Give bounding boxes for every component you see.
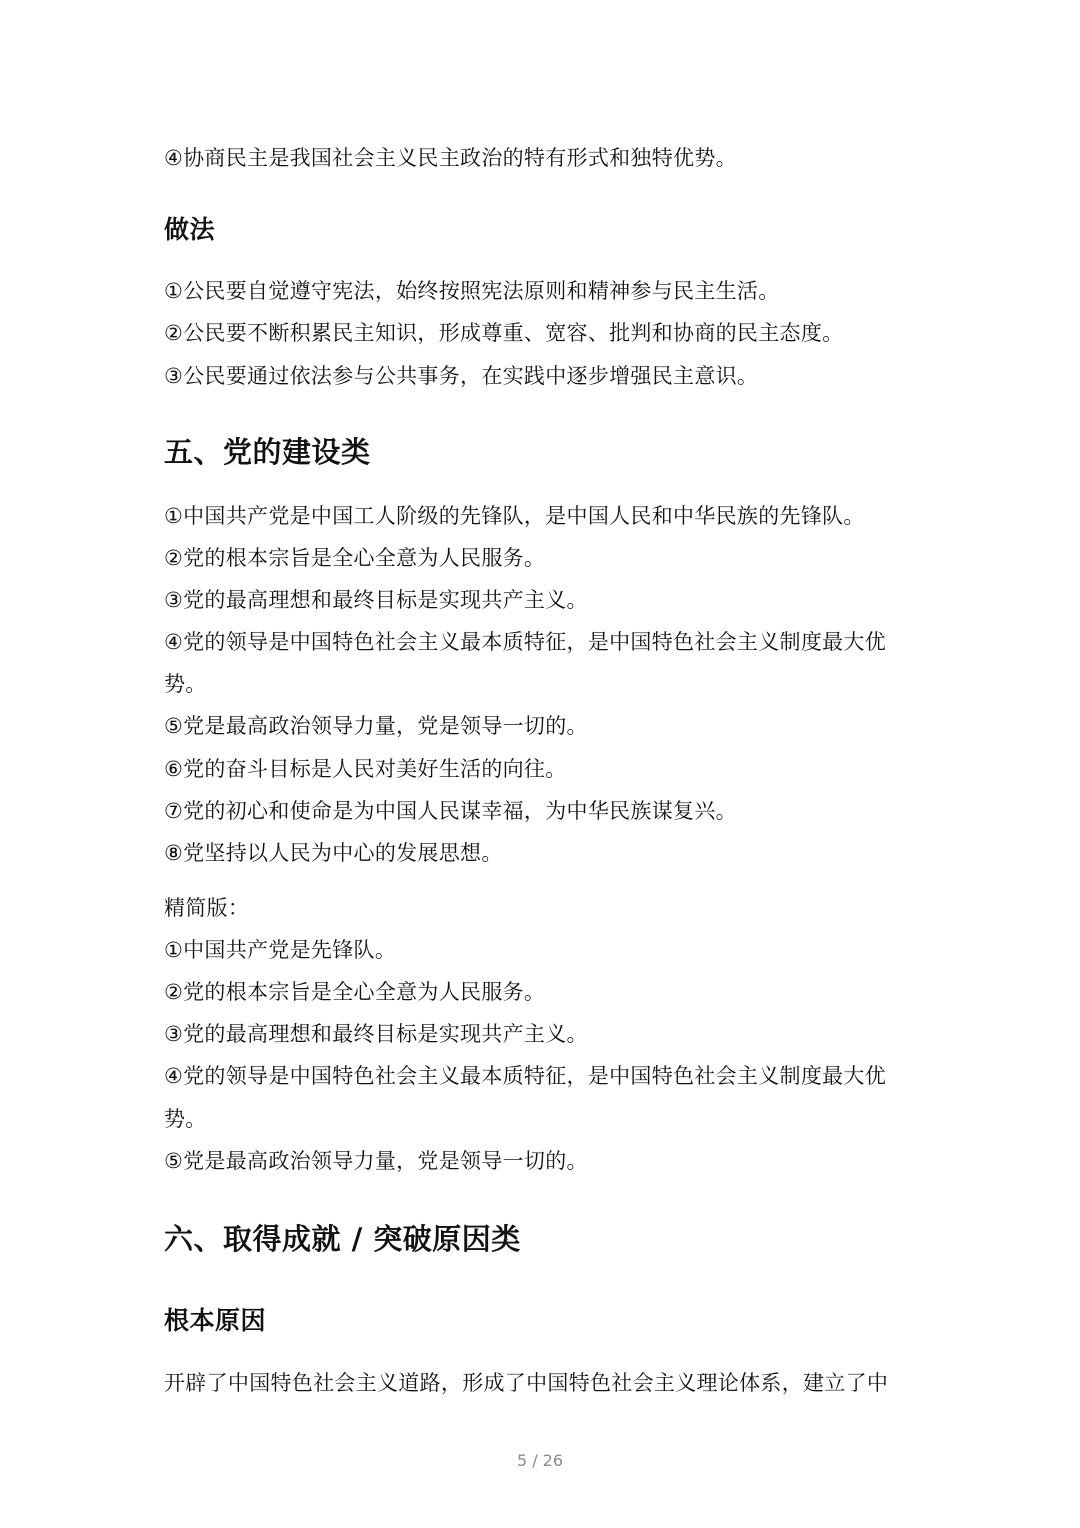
- summary-label: 精简版：: [164, 896, 250, 920]
- party-item-4: ④党的领导是中国特色社会主义最本质特征，是中国特色社会主义制度最大优: [164, 630, 887, 654]
- practice-item-1: ①公民要自觉遵守宪法，始终按照宪法原则和精神参与民主生活。: [164, 279, 780, 303]
- section-6-heading: 六、取得成就 / 突破原因类: [164, 1222, 521, 1256]
- party-item-2: ②党的根本宗旨是全心全意为人民服务。: [164, 546, 546, 570]
- party-item-1: ①中国共产党是中国工人阶级的先锋队，是中国人民和中华民族的先锋队。: [164, 504, 865, 528]
- summary-item-4-continued: 势。: [164, 1107, 207, 1131]
- page-number: 5 / 26: [516, 1451, 564, 1470]
- summary-item-4: ④党的领导是中国特色社会主义最本质特征，是中国特色社会主义制度最大优: [164, 1064, 887, 1088]
- root-cause-heading: 根本原因: [164, 1306, 267, 1335]
- party-item-6: ⑥党的奋斗目标是人民对美好生活的向往。: [164, 757, 567, 781]
- party-item-8: ⑧党坚持以人民为中心的发展思想。: [164, 841, 503, 865]
- party-item-3: ③党的最高理想和最终目标是实现共产主义。: [164, 588, 588, 612]
- democracy-item-4: ④协商民主是我国社会主义民主政治的特有形式和独特优势。: [164, 146, 737, 170]
- practice-item-3: ③公民要通过依法参与公共事务，在实践中逐步增强民主意识。: [164, 364, 759, 388]
- practice-item-2: ②公民要不断积累民主知识，形成尊重、宽容、批判和协商的民主态度。: [164, 321, 844, 345]
- practice-heading: 做法: [164, 215, 216, 244]
- summary-item-3: ③党的最高理想和最终目标是实现共产主义。: [164, 1022, 588, 1046]
- section-5-heading: 五、党的建设类: [164, 435, 371, 469]
- summary-item-1: ①中国共产党是先锋队。: [164, 938, 397, 962]
- root-cause-text: 开辟了中国特色社会主义道路，形成了中国特色社会主义理论体系，建立了中: [164, 1371, 889, 1395]
- summary-item-2: ②党的根本宗旨是全心全意为人民服务。: [164, 980, 546, 1004]
- summary-item-5: ⑤党是最高政治领导力量，党是领导一切的。: [164, 1149, 588, 1173]
- party-item-4-continued: 势。: [164, 672, 207, 696]
- party-item-7: ⑦党的初心和使命是为中国人民谋幸福，为中华民族谋复兴。: [164, 799, 737, 823]
- party-item-5: ⑤党是最高政治领导力量，党是领导一切的。: [164, 714, 588, 738]
